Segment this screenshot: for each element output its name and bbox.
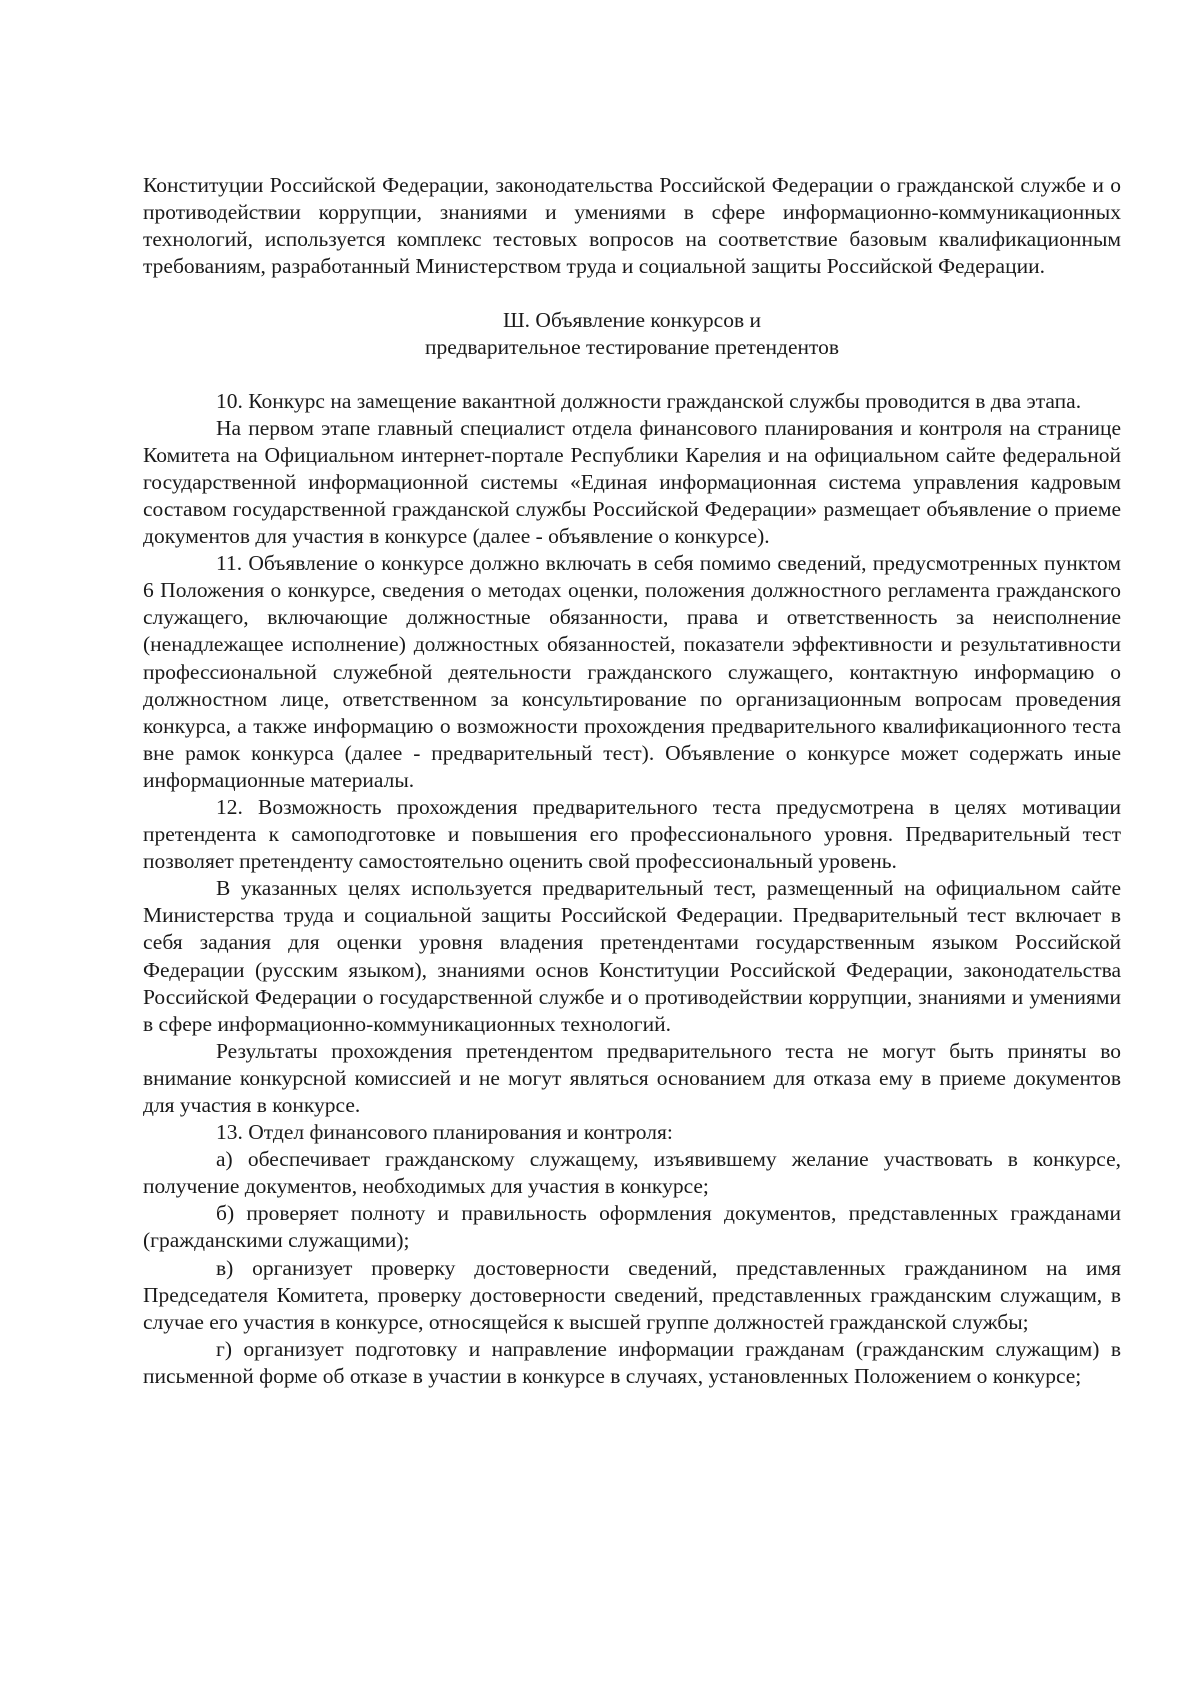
list-item-b: б) проверяет полноту и правильность оформления документов, представленных гражданами (гражданскими служащими); (143, 1201, 1121, 1253)
list-item-g: г) организует подготовку и направление информации гражданам (гражданским служащим) в письменной форме об отказе в участии в конкурсе в случаях, установленных Положением о конкурсе; (143, 1336, 1121, 1388)
paragraph-12-test-content: В указанных целях используется предварительный тест, размещенный на официальном сайте Министерства труда и социальной защиты Российской Федерации. Предварительный тест включает в себя задания для оценки уровня владения претендентами государственным языком Российской Федерации (русским языком), знаниями основ Конституции Российской Федерации, законодательства Российской Федерации о государственной службе и о противодействии коррупции, знаниями и умениями в сфере информационно-коммуникационных технологий. (143, 876, 1121, 1036)
paragraph-12-test-results: Результаты прохождения претендентом предварительного теста не могут быть приняты во внимание конкурсной комиссией и не могут являться основанием для отказа ему в приеме документов для участия в конкурсе. (143, 1038, 1121, 1117)
paragraph-10: 10. Конкурс на замещение вакантной должности гражданской службы проводится в два этапа. (216, 388, 1082, 413)
paragraph-12: 12. Возможность прохождения предварительного теста предусмотрена в целях мотивации претендента к самоподготовке и повышения его профессионального уровня. Предварительный тест позволяет претенденту самостоятельно оценить свой профессиональный уровень. (143, 794, 1121, 874)
paragraph-13: 13. Отдел финансового планирования и контроля: (216, 1120, 673, 1145)
paragraph-continuation: Конституции Российской Федерации, законодательства Российской Федерации о гражданской службе и о противодействии коррупции, знаниями и умениями в сфере информационно-коммуникационных технологий, используется комплекс тестовых вопросов на соответствие базовым квалификационным требованиям, разработанный Министерством труда и социальной защиты Российской Федерации. (143, 173, 1121, 279)
paragraph-11: 11. Объявление о конкурсе должно включать в себя помимо сведений, предусмотренных пунктом 6 Положения о конкурсе, сведения о методах оценки, положения должностного регламента гражданского служащего, включающие должностные обязанности, права и ответственность за неисполнение (ненадлежащее исполнение) должностных обязанностей, показатели эффективности и результативности профессиональной служебной деятельности гражданского служащего, контактную информацию о должностном лице, ответственном за консультирование по организационным вопросам проведения конкурса, а также информацию о возможности прохождения предварительного квалификационного теста вне рамок конкурса (далее - предварительный тест). Объявление о конкурсе может содержать иные информационные материалы. (143, 551, 1121, 792)
section-heading-line-2: предварительное тестирование претендентов (424, 335, 840, 360)
section-heading-line-1: Ш. Объявление конкурсов и (502, 308, 762, 333)
list-item-a: а) обеспечивает гражданскому служащему, изъявившему желание участвовать в конкурсе, получение документов, необходимых для участия в конкурсе; (143, 1147, 1121, 1199)
section-heading (143, 307, 1121, 361)
document-page (143, 172, 1121, 1390)
list-item-v: в) организует проверку достоверности сведений, представленных гражданином на имя Председателя Комитета, проверку достоверности сведений, представленных гражданским служащим, в случае его участия в конкурсе, относящейся к высшей группе должностей гражданской службы; (143, 1255, 1121, 1334)
paragraph-10-first-stage: На первом этапе главный специалист отдела финансового планирования и контроля на странице Комитета на Официальном интернет-портале Республики Карелия и на официальном сайте федеральной государственной информационной системы «Единая информационная система управления кадровым составом государственной гражданской службы Российской Федерации» размещает объявление о приеме документов для участия в конкурсе (далее - объявление о конкурсе). (143, 415, 1121, 549)
